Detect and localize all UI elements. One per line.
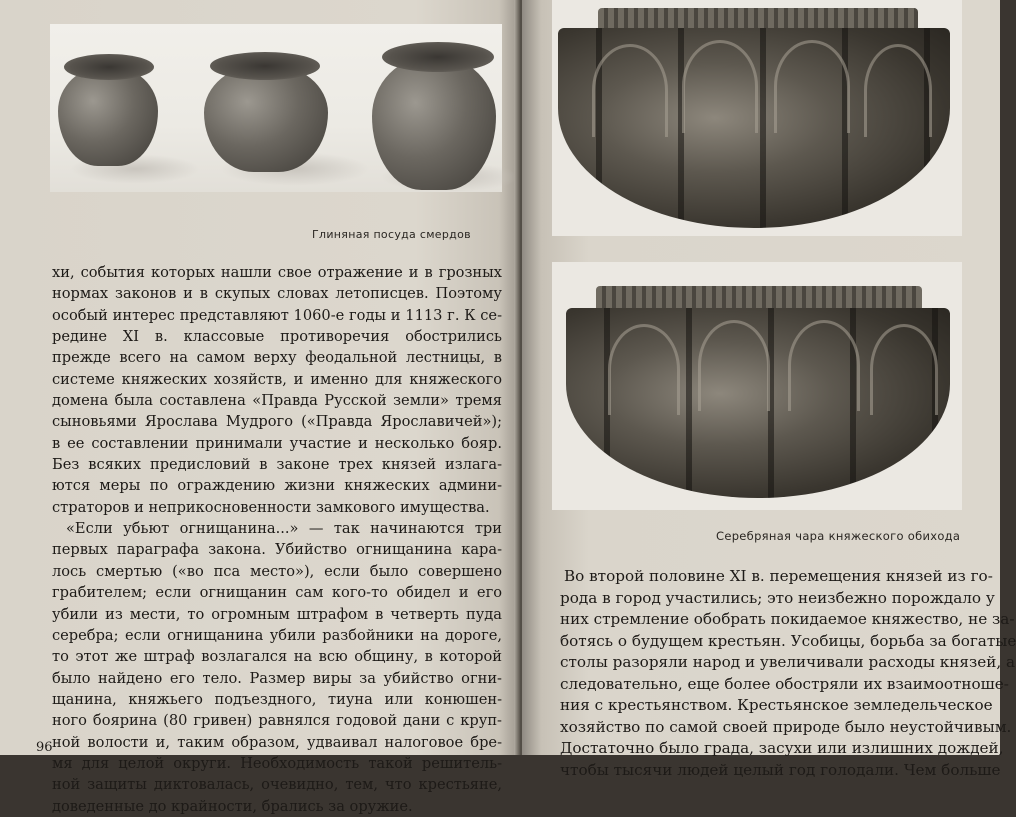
text-line: страторов и неприкосновенности замкового имущества. — [52, 498, 490, 516]
text-line: в ее составлении принимали участие и несколько бояр. — [52, 434, 502, 452]
chalice-arch — [788, 320, 860, 411]
silver-chalice-photo-bottom — [552, 262, 962, 510]
text-line: рода в город участились; это неизбежно порождало у — [560, 588, 995, 607]
text-line: ния с крестьянством. Крестьянское земледельческое — [560, 696, 993, 714]
text-line: ного боярина (80 гривен) равнялся годовой дани с круп- — [52, 712, 502, 730]
text-line: прежде всего на самом верху феодальной лестницы, в — [52, 349, 502, 367]
text-line: мя для целой округи. Необходимость такой решитель- — [52, 754, 502, 772]
page-number: 96 — [36, 740, 53, 755]
text-line: Во второй половине XI в. перемещения князей из го- — [564, 567, 993, 585]
text-line: домена была составлена «Правда Русской земли» тремя — [52, 392, 502, 410]
text-line: ются меры по ограждению жизни княжеских админи- — [52, 477, 502, 495]
text-line: «Если убьют огнищанина...» — так начинаются три — [66, 520, 502, 538]
text-line: хозяйство по самой своей природе было неустойчивым. — [560, 717, 1012, 736]
text-line: щанина, княжьего подъездного, тиуна или конюшен- — [52, 690, 502, 708]
text-line: особый интерес представляют 1060-е годы и 1113 г. К се- — [52, 306, 502, 324]
text-line: столы разоряли народ и увеличивали расходы князей, а — [560, 653, 1016, 671]
chalice-arch — [608, 324, 680, 415]
pot-rim — [382, 42, 494, 72]
text-line: то этот же штраф возлагался на всю общину, в которой — [52, 648, 502, 666]
text-line: серебра; если огнищанина убили разбойники на дороге, — [52, 626, 502, 644]
silver-chalice-photo-top — [552, 0, 962, 236]
text-line: доведенные до крайности, брались за оружие. — [52, 797, 413, 815]
text-line: системе княжеских хозяйств, и именно для княжеского — [52, 370, 502, 388]
text-line: лось смертью («во пса место»), если было совершено — [52, 562, 502, 580]
text-line: нормах законов и в скупых словах летописцев. Поэтому — [52, 285, 502, 303]
chalice-arch — [870, 324, 938, 415]
photo-caption: Серебряная чара княжеского обихода — [716, 529, 961, 543]
text-line: первых параграфа закона. Убийство огнищанина кара- — [52, 541, 502, 559]
text-line: сыновьями Ярослава Мудрого («Правда Ярославичей»); — [52, 413, 502, 431]
text-line: ной защиты диктовалась, очевидно, тем, что крестьяне, — [52, 776, 502, 794]
clay-pot — [58, 66, 158, 166]
pot-rim — [64, 54, 154, 80]
text-line: редине XI в. классовые противоречия обострились — [52, 328, 502, 346]
clay-pots-photo — [50, 24, 502, 192]
text-line: следовательно, еще более обостряли их взаимоотноше- — [560, 674, 1009, 693]
clay-pot — [204, 64, 328, 172]
text-line: Без всяких предисловий в законе трех князей излага- — [52, 456, 502, 474]
text-line: убили из мести, то огромным штрафом в четверть пуда — [52, 605, 502, 623]
pot-rim — [210, 52, 320, 80]
chalice-arch — [774, 40, 850, 133]
left-text-body — [52, 262, 502, 817]
text-line: ной волости и, таким образом, удваивал налоговое бре- — [52, 733, 502, 751]
text-line: было найдено его тело. Размер виры за убийство огни- — [52, 669, 502, 687]
chalice-arch — [698, 320, 770, 411]
chalice-arch — [864, 44, 932, 137]
clay-pot — [372, 56, 496, 190]
right-text-body — [560, 566, 1016, 781]
text-line: Достаточно было града, засухи или излишних дождей, — [560, 739, 1004, 757]
photo-caption: Глиняная посуда смердов — [312, 228, 471, 241]
text-line: них стремление обобрать покидаемое княжество, не за- — [560, 610, 1015, 628]
text-line: чтобы тысячи людей целый год голодали. Чем больше — [560, 760, 1001, 779]
text-line: ботясь о будущем крестьян. Усобицы, борьба за богатые — [560, 631, 1016, 650]
text-line: хи, события которых нашли свое отражение и в грозных — [52, 264, 502, 281]
text-line: грабителем; если огнищанин сам кого-то обидел и его — [52, 584, 502, 602]
chalice-arch — [682, 40, 758, 133]
chalice-arch — [592, 44, 668, 137]
